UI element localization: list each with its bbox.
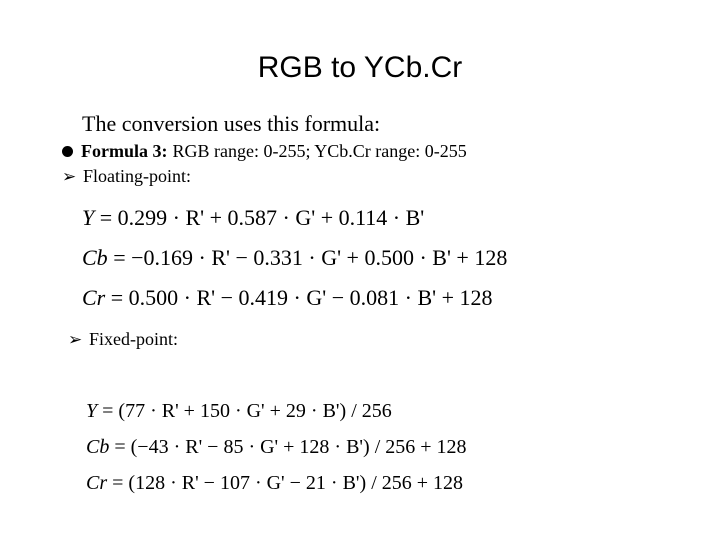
equation-lhs: Y	[86, 400, 98, 422]
fixed-point-label: Fixed-point:	[89, 329, 178, 349]
formula-label: Formula 3:	[81, 141, 168, 161]
formula-bullet	[62, 140, 467, 162]
floating-point-label: Floating-point:	[83, 166, 191, 186]
formula-range-text: RGB range: 0-255; YCb.Cr range: 0-255	[172, 141, 467, 161]
slide-title: RGB to YCb.Cr	[257, 51, 463, 84]
equation-lhs: Cb	[86, 436, 110, 458]
fixed-point-bullet	[68, 328, 178, 351]
equation-rhs: = (128 · R' − 107 · G' − 21 · B') / 256 + 128	[112, 472, 464, 494]
equation-cb-floating	[82, 238, 507, 278]
equation-rhs: = 0.299 · R' + 0.587 · G' + 0.114 · B'	[99, 205, 425, 230]
fixed-point-equations	[86, 393, 467, 501]
equation-y-floating	[82, 198, 507, 238]
arrow-bullet-icon: ➢	[62, 167, 77, 186]
equation-cr-fixed	[86, 465, 467, 501]
equation-cr-floating	[82, 278, 507, 318]
bullet-dot-icon	[62, 146, 73, 157]
equation-rhs: = (−43 · R' − 85 · G' + 128 · B') / 256 + 128	[114, 436, 467, 458]
equation-lhs: Cb	[82, 245, 108, 270]
equation-rhs: = (77 · R' + 150 · G' + 29 · B') / 256	[102, 400, 392, 422]
equation-rhs: = −0.169 · R' − 0.331 · G' + 0.500 · B' + 128	[113, 245, 508, 270]
arrow-bullet-icon: ➢	[68, 330, 83, 349]
floating-point-bullet	[62, 165, 191, 188]
equation-cb-fixed	[86, 429, 467, 465]
equation-y-fixed	[86, 393, 467, 429]
equation-lhs: Cr	[86, 472, 108, 494]
floating-point-equations	[82, 198, 507, 318]
intro-text: The conversion uses this formula:	[82, 111, 381, 136]
equation-rhs: = 0.500 · R' − 0.419 · G' − 0.081 · B' + 128	[110, 285, 493, 310]
equation-lhs: Y	[82, 205, 95, 230]
equation-lhs: Cr	[82, 285, 106, 310]
